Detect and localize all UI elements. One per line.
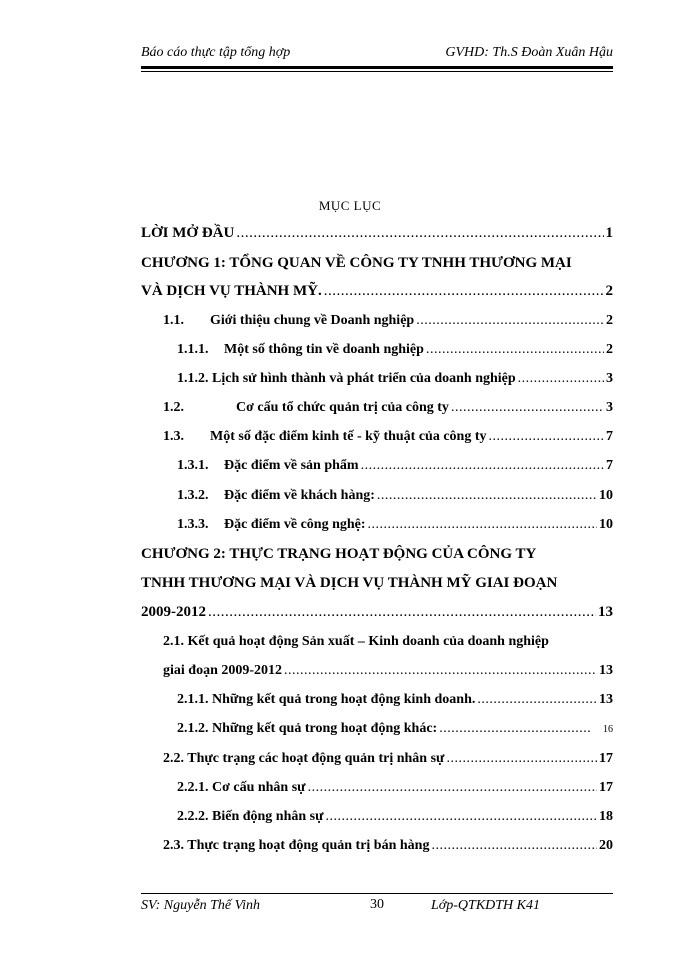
toc-entry[interactable]: CHƯƠNG 1: TỔNG QUAN VỀ CÔNG TY TNHH THƯƠNG MẠI — [141, 255, 572, 271]
footer-class: Lớp-QTKDTH K41 — [431, 898, 540, 913]
toc-entry[interactable]: 1.3.3. Đặc điểm về công nghệ: ..... 10 — [177, 517, 613, 539]
toc-title: MỤC LỤC — [318, 198, 382, 213]
toc-entry[interactable]: CHƯƠNG 2: THỰC TRẠNG HOẠT ĐỘNG CỦA CÔNG TY — [141, 546, 537, 562]
toc-entry[interactable]: 1.1. Giới thiệu chung về Doanh nghiệp ..... 2 — [163, 313, 613, 335]
toc-entry[interactable]: 1.3.2. Đặc điểm về khách hàng: ..... 10 — [177, 488, 613, 510]
toc-entry[interactable]: 2.1. Kết quả hoạt động Sản xuất – Kinh doanh của doanh nghiệp — [163, 634, 549, 649]
header-supervisor: GVHD: Th.S Đoàn Xuân Hậu — [445, 45, 613, 60]
toc-entry[interactable]: giai đoạn 2009-2012 ..... 13 — [163, 663, 613, 685]
toc-entry[interactable]: LỜI MỞ ĐẦU ..... 1 — [141, 225, 613, 247]
toc-entry[interactable]: 2.1.1. Những kết quả trong hoạt động kinh doanh. ..... 13 — [177, 692, 613, 714]
footer-rule — [141, 893, 613, 894]
footer-page-number: 30 — [370, 897, 384, 912]
toc-entry[interactable]: 2.2.2. Biến động nhân sự ..... 18 — [177, 809, 613, 831]
toc-entry[interactable]: 2.1.2. Những kết quả trong hoạt động khác: ..... 16 — [177, 721, 613, 743]
toc-entry[interactable]: 2.3. Thực trạng hoạt động quản trị bán hàng ..... 20 — [163, 838, 613, 860]
toc-entry[interactable]: VÀ DỊCH VỤ THÀNH MỸ. ..... 2 — [141, 283, 613, 305]
header-report-title: Báo cáo thực tập tổng hợp — [141, 45, 291, 60]
toc-entry[interactable]: 1.3.1. Đặc điểm về sản phẩm ..... 7 — [177, 458, 613, 480]
toc-entry[interactable]: 2009-2012 ..... 13 — [141, 604, 613, 626]
toc-entry[interactable]: 1.1.1. Một số thông tin về doanh nghiệp ..... 2 — [177, 342, 613, 364]
footer-student: SV: Nguyễn Thế Vinh — [141, 898, 260, 913]
toc-entry[interactable]: 1.1.2. Lịch sử hình thành và phát triển của doanh nghiệp ..... 3 — [177, 371, 613, 393]
toc-entry[interactable]: 2.2.1. Cơ cấu nhân sự ..... 17 — [177, 780, 613, 802]
toc-entry[interactable]: TNHH THƯƠNG MẠI VÀ DỊCH VỤ THÀNH MỸ GIAI ĐOẠN — [141, 575, 558, 591]
toc-entry[interactable]: 1.3. Một số đặc điểm kinh tế - kỹ thuật của công ty ..... 7 — [163, 429, 613, 451]
page-footer — [141, 898, 613, 918]
toc-entry[interactable]: 1.2. Cơ cấu tổ chức quản trị của công ty ..... 3 — [163, 400, 613, 422]
toc-entry[interactable]: 2.2. Thực trạng các hoạt động quản trị nhân sự ..... 17 — [163, 751, 613, 773]
